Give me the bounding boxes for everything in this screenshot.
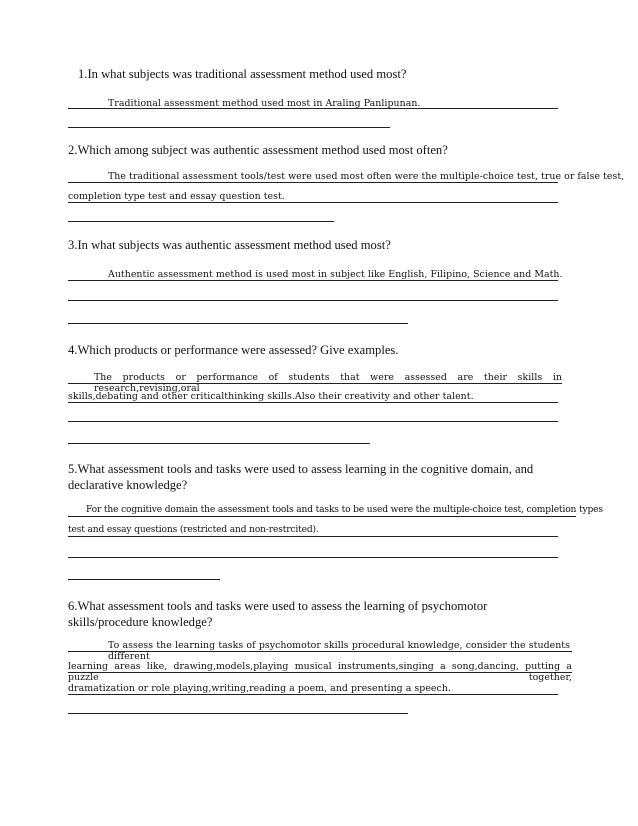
answer-6-line-2: learning areas like, drawing,models,playing musical instruments,singing a song,dancing, putting a puzzle together, [68,661,572,683]
answer-rule [68,300,558,301]
answer-rule [68,694,558,695]
answer-1-line-1: Traditional assessment method used most in Araling Panlipunan. [108,98,421,109]
answer-rule [68,672,572,673]
question-2: 2.Which among subject was authentic assessment method used most often? [68,143,448,157]
answer-rule [68,280,558,281]
answer-rule [68,421,558,422]
answer-rule [68,579,220,580]
answer-rule [68,383,562,384]
answer-5-line-1: For the cognitive domain the assessment tools and tasks to be used were the multiple-choice test, completion types [86,505,603,515]
question-3: 3.In what subjects was authentic assessment method used most? [68,238,391,252]
answer-rule [68,108,558,109]
question-6: 6.What assessment tools and tasks were used to assess the learning of psychomotor skills/procedure knowledge? [68,599,488,629]
answer-5-line-2: test and essay questions (restricted and non-restrcited). [68,525,319,535]
answer-rule [68,127,390,128]
question-4: 4.Which products or performance were assessed? Give examples. [68,343,399,357]
answer-rule [68,557,558,558]
answer-rule [68,713,408,714]
question-1: 1.In what subjects was traditional assessment method used most? [78,67,407,81]
answer-rule [68,182,558,183]
answer-rule [68,402,558,403]
answer-2-line-2: completion type test and essay question test. [68,191,285,202]
answer-rule [68,651,572,652]
answer-6-line-3: dramatization or role playing,writing,reading a poem, and presenting a speech. [68,683,451,694]
answer-4-line-1: The products or performance of students that were assessed are their skills in research,revising,oral [94,372,562,394]
answer-rule [68,443,370,444]
answer-3-line-1: Authentic assessment method is used most in subject like English, Filipino, Science and Math. [108,269,563,280]
question-5: 5.What assessment tools and tasks were used to assess learning in the cognitive domain, and declarative knowledge? [68,462,534,492]
answer-6-line-1: To assess the learning tasks of psychomotor skills procedural knowledge, consider the students different [108,640,570,662]
answer-rule [68,323,408,324]
answer-4-line-2: skills,debating and other criticalthinking skills.Also their creativity and other talent. [68,391,474,402]
answer-rule [68,221,334,222]
answer-2-line-1: The traditional assessment tools/test were used most often were the multiple-choice test, true or false test, [108,171,625,182]
answer-rule [68,516,576,517]
answer-rule [68,202,558,203]
answer-rule [68,536,558,537]
